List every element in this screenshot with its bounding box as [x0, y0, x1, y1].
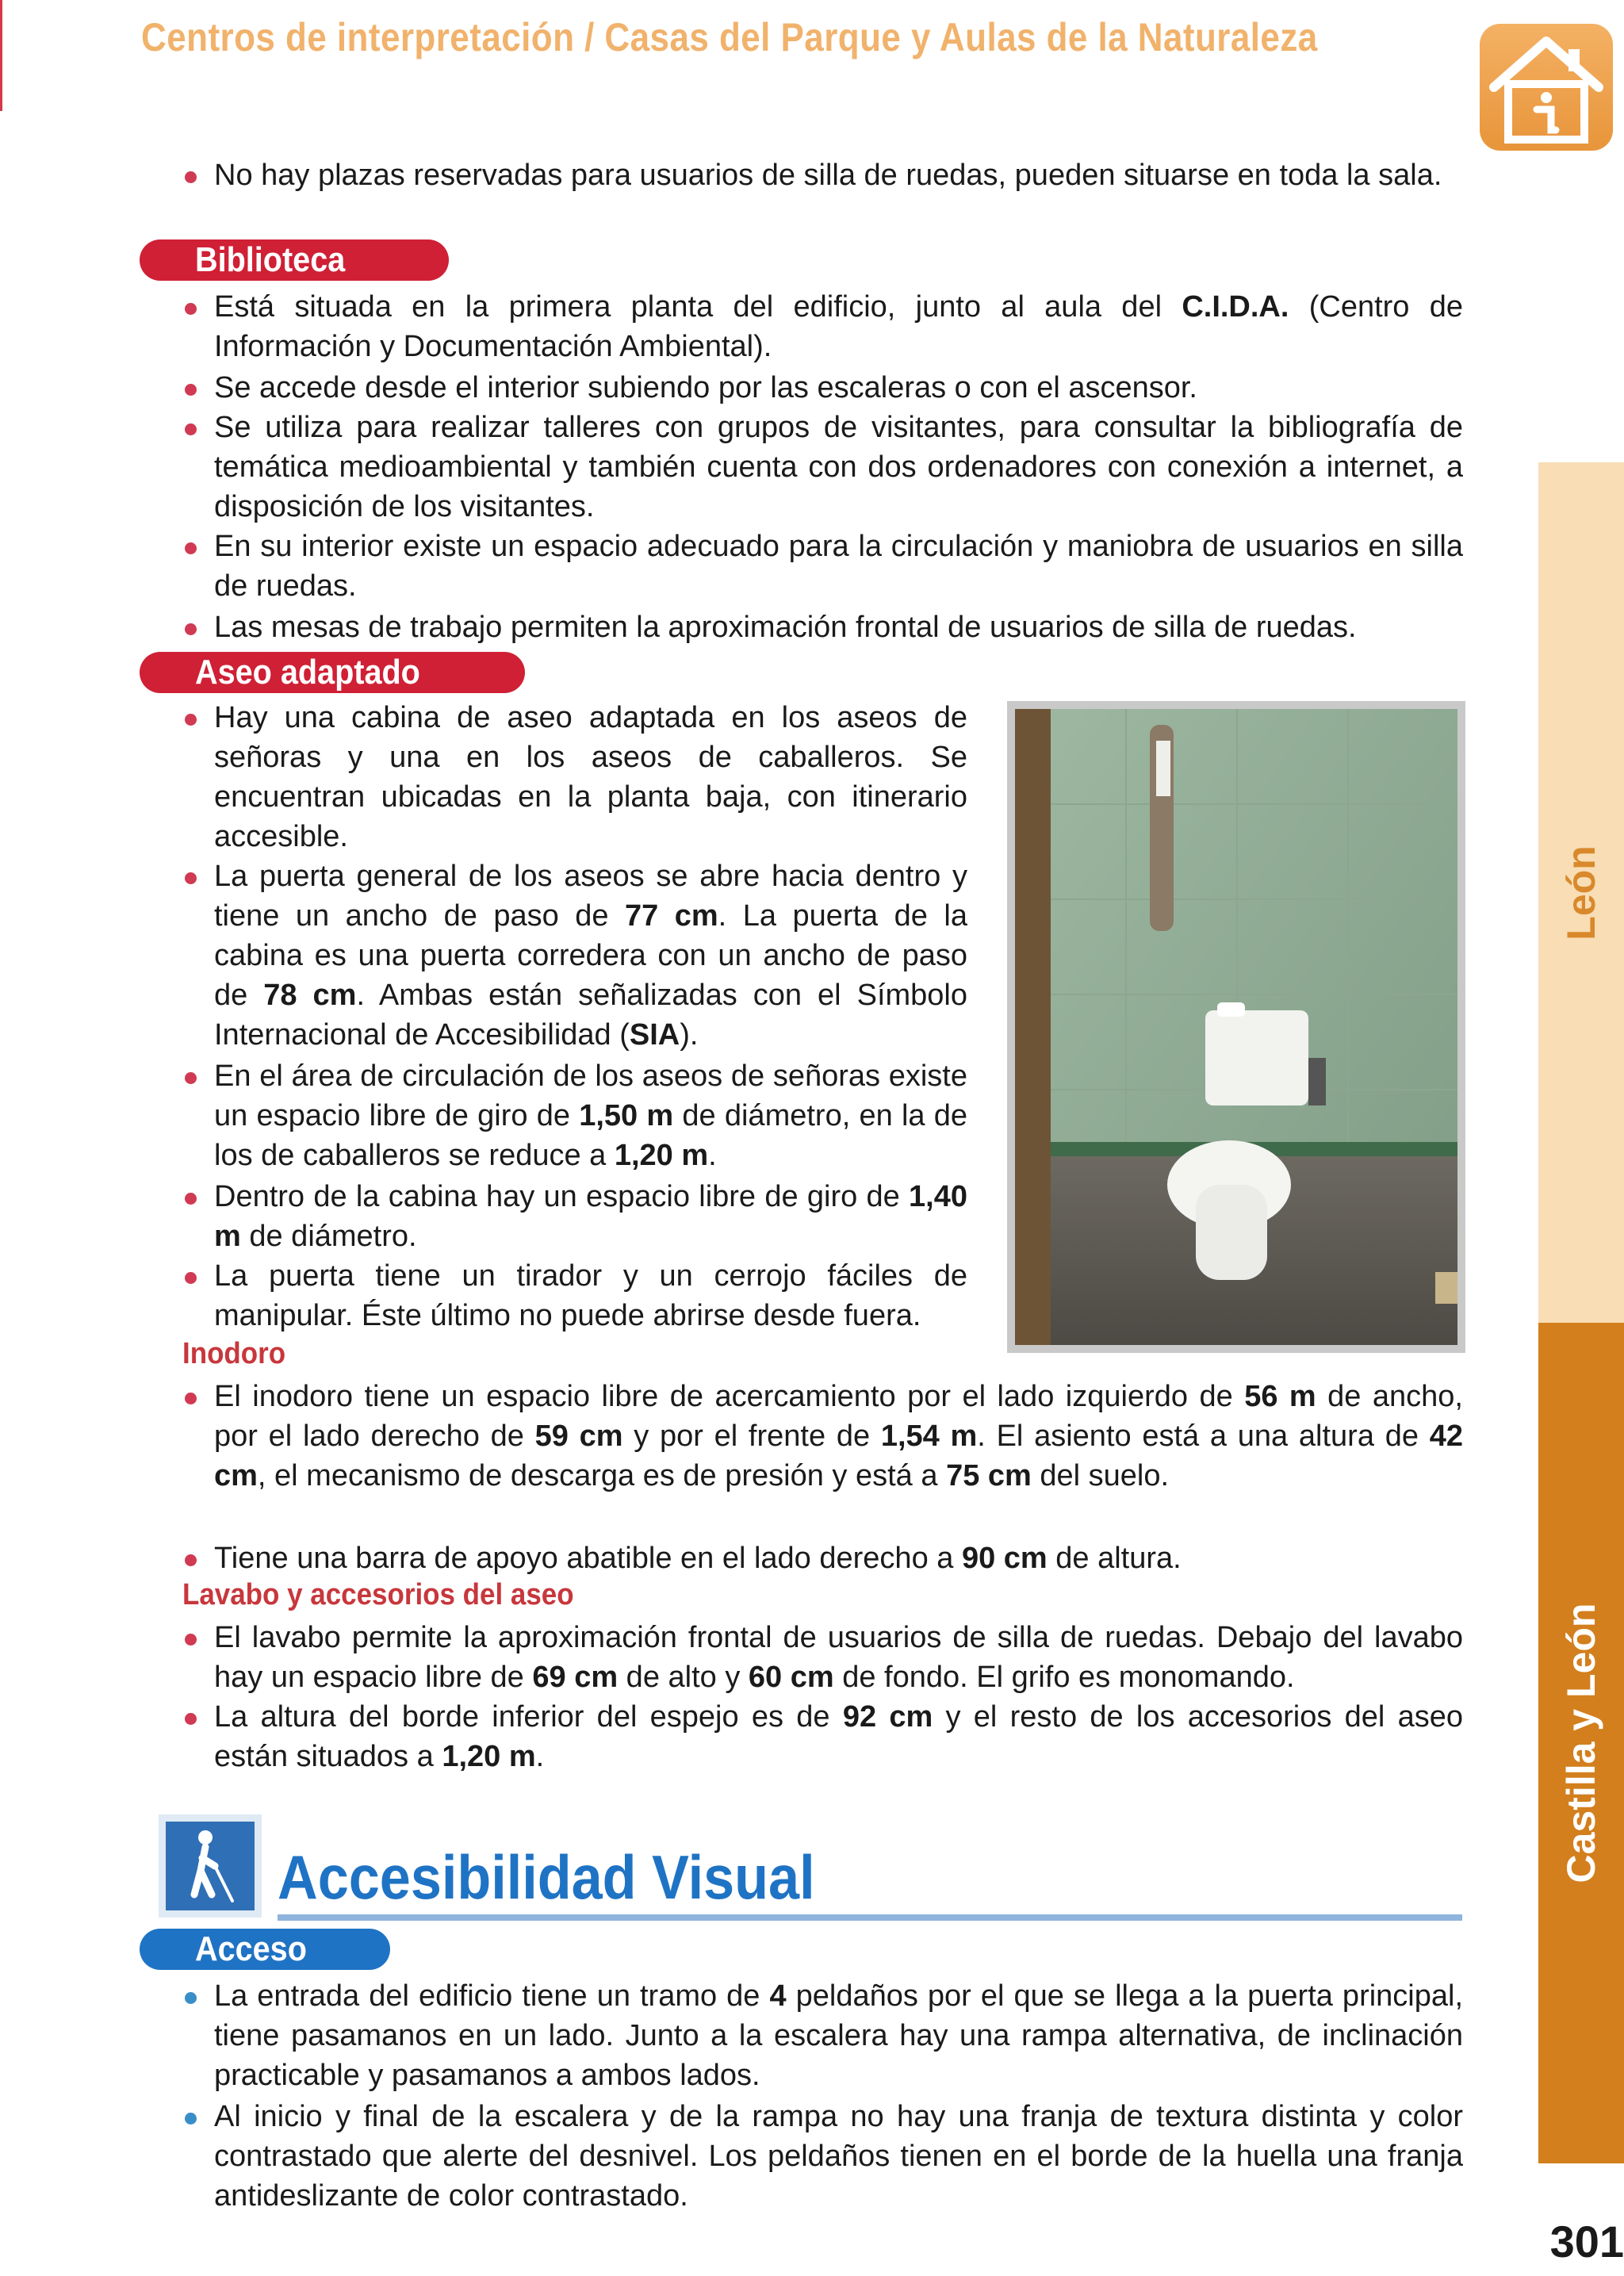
- left-margin-rule: [0, 0, 2, 111]
- page-number: 301: [1549, 2217, 1624, 2266]
- page-header-title: Centros de interpretación / Casas del Parque y Aulas de la Naturaleza: [141, 15, 1318, 59]
- sidebar-tab-leon: [1538, 462, 1624, 1323]
- section-heading-acceso: Acceso: [140, 1929, 390, 1970]
- list-item: La puerta general de los aseos se abre hacia dentro y tiene un ancho de paso de 77 cm. La puerta de la cabina es una puerta corredera con un ancho de paso de 78 cm. Ambas están señalizadas con el Símbolo Internacional de Accesibilidad (SIA).: [214, 856, 967, 1055]
- section-heading-biblioteca: Biblioteca: [140, 239, 449, 281]
- list-item: No hay plazas reservadas para usuarios de silla de ruedas, pueden situarse en toda la sala.: [214, 155, 1463, 195]
- list-item: Dentro de la cabina hay un espacio libre de giro de 1,40 m de diámetro.: [214, 1177, 967, 1256]
- home-info-icon: [1480, 24, 1613, 151]
- list-item: En su interior existe un espacio adecuado para la circulación y maniobra de usuarios en silla de ruedas.: [214, 527, 1463, 606]
- list-item: En el área de circulación de los aseos de señoras existe un espacio libre de giro de 1,50 m de diámetro, en la de los de caballeros se reduce a 1,20 m.: [214, 1056, 967, 1175]
- list-item: Las mesas de trabajo permiten la aproximación frontal de usuarios de silla de ruedas.: [214, 607, 1463, 647]
- list-item: Está situada en la primera planta del edificio, junto al aula del C.I.D.A. (Centro de Información y Documentación Ambiental).: [214, 287, 1463, 366]
- list-item: Al inicio y final de la escalera y de la rampa no hay una franja de textura distinta y color contrastado que alerte del desnivel. Los peldaños tienen en el borde de la huella una franja antideslizante de color contrastado.: [214, 2097, 1463, 2216]
- list-item: El lavabo permite la aproximación frontal de usuarios de silla de ruedas. Debajo del lavabo hay un espacio libre de 69 cm de alto y 60 cm de fondo. El grifo es monomando.: [214, 1618, 1463, 1697]
- list-item: Hay una cabina de aseo adaptada en los aseos de señoras y una en los aseos de caballeros. Se encuentran ubicadas en la planta baja, con itinerario accesible.: [214, 698, 967, 856]
- list-item: La entrada del edificio tiene un tramo de 4 peldaños por el que se llega a la puerta principal, tiene pasamanos en un lado. Junto a la escalera hay una rampa alternativa, de inclinación practicable y pasamanos a ambos lados.: [214, 1976, 1463, 2095]
- list-item: Se accede desde el interior subiendo por las escaleras o con el ascensor.: [214, 368, 1463, 408]
- list-item: La altura del borde inferior del espejo es de 92 cm y el resto de los accesorios del aseo están situados a 1,20 m.: [214, 1697, 1463, 1776]
- sidebar-label-castilla-y-leon: Castilla y León: [1559, 1603, 1603, 1883]
- list-item: Tiene una barra de apoyo abatible en el lado derecho a 90 cm de altura.: [214, 1538, 1463, 1578]
- list-item: El inodoro tiene un espacio libre de acercamiento por el lado izquierdo de 56 m de ancho, por el lado derecho de 59 cm y por el frente de 1,54 m. El asiento está a una altura de 42 cm, el mecanismo de descarga es de presión y está a 75 cm del suelo.: [214, 1377, 1463, 1496]
- subheading-lavabo: Lavabo y accesorios del aseo: [182, 1578, 574, 1611]
- section-heading-aseo: Aseo adaptado: [140, 652, 525, 693]
- restroom-photo: [1007, 701, 1465, 1353]
- subheading-inodoro: Inodoro: [182, 1337, 286, 1370]
- section-title-underline: [278, 1914, 1462, 1921]
- list-item: Se utiliza para realizar talleres con grupos de visitantes, para consultar la bibliografía de temática medioambiental y también cuenta con dos ordenadores con conexión a internet, a disposición de los visitantes.: [214, 408, 1463, 527]
- sidebar-label-leon: León: [1559, 845, 1603, 941]
- blind-person-icon: [159, 1814, 262, 1918]
- section-title-visual: Accesibilidad Visual: [278, 1842, 815, 1912]
- list-item: La puerta tiene un tirador y un cerrojo fáciles de manipular. Éste último no puede abrirse desde fuera.: [214, 1256, 967, 1335]
- sidebar-tab-castilla-y-leon: [1538, 1323, 1624, 2163]
